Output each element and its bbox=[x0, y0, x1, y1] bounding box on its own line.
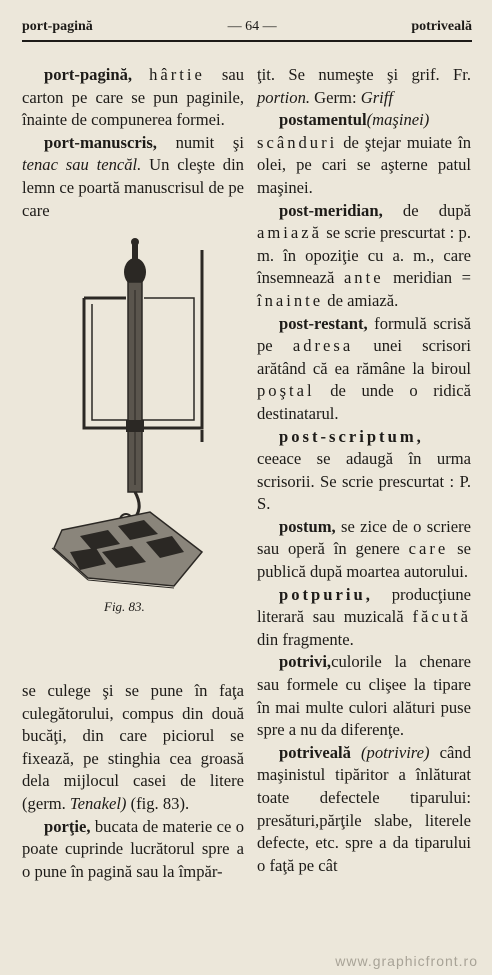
entry-post-scriptum bbox=[257, 426, 471, 516]
entry-continuation bbox=[257, 64, 471, 109]
page-number: — 64 — bbox=[227, 19, 277, 34]
entry-text: se scrie prescurtat : p. m. în opoziţie cu a. m., care însemnează bbox=[257, 223, 471, 288]
spaced-word: ante bbox=[343, 268, 384, 288]
right-column bbox=[257, 64, 471, 877]
left-column bbox=[22, 64, 244, 625]
entry-text: unei scrisori arătând că ea rămâne la biroul bbox=[257, 336, 472, 378]
entry-text: ceeace se adaugă în urma scrisorii. Se scrie prescurtat : P. S. bbox=[257, 449, 471, 514]
entry-text: din fragmente. bbox=[257, 629, 354, 649]
entry-text: meridian = bbox=[383, 268, 471, 288]
italic-term: Tenakel) bbox=[69, 793, 127, 813]
entry-text: când maşinistul tipăritor a înlăturat toate defectele tiparului: presături,părţile slabe, literele defecte, etc. spre a da tiparului o faţă pe cât bbox=[257, 742, 471, 875]
headword: potpuriu, bbox=[279, 584, 373, 604]
left-column-bottom bbox=[22, 680, 244, 883]
spaced-word: poştal bbox=[257, 381, 315, 401]
entry-post-meridian bbox=[257, 200, 471, 313]
entry-potpuriu bbox=[257, 584, 471, 652]
entry-portie bbox=[22, 816, 244, 884]
headword: post-restant, bbox=[279, 313, 368, 333]
entry-port-pagina bbox=[22, 64, 244, 132]
entry-text: se publică după moartea autorului. bbox=[257, 539, 471, 582]
figure-83 bbox=[22, 230, 244, 625]
entry-text bbox=[132, 65, 149, 84]
spaced-word: hârtie bbox=[149, 65, 205, 84]
entry-port-manuscris bbox=[22, 132, 244, 222]
entry-post-restant bbox=[257, 313, 471, 426]
page-header bbox=[22, 14, 472, 42]
entry-text: de unde o ridică destinatarul. bbox=[257, 381, 471, 423]
entry-text: se zice de o scriere sau operă în genere bbox=[257, 516, 471, 559]
entry-postamentul bbox=[257, 109, 471, 199]
headword: postamentul bbox=[279, 110, 367, 130]
tenakel-illustration bbox=[22, 230, 244, 625]
headword: post-scriptum, bbox=[279, 426, 424, 446]
entry-text: ţit. Se numeşte şi grif. Fr. bbox=[257, 65, 471, 84]
entry-potrivi bbox=[257, 651, 471, 741]
italic-term: tenac sau tencăl. bbox=[22, 155, 142, 175]
entry-potriveala bbox=[257, 742, 471, 878]
entry-text: numit şi bbox=[156, 132, 244, 152]
entry-text: formulă scrisă pe bbox=[257, 313, 471, 356]
entry-continuation bbox=[22, 680, 244, 816]
entry-text: sau carton pe care se pun paginile, înainte de compunerea formei. bbox=[22, 65, 244, 130]
italic-term: (potrivire) bbox=[350, 742, 430, 762]
watermark: www.graphicfront.ro bbox=[335, 953, 478, 969]
headword: porţie, bbox=[44, 816, 91, 836]
spaced-word: care bbox=[408, 539, 449, 559]
spaced-word: înainte bbox=[257, 290, 324, 310]
entry-text: de ştejar muiate în olei, pe cari se aşterne patul maşinei. bbox=[257, 132, 471, 197]
italic-term: (maşinei) bbox=[366, 110, 430, 130]
spaced-word: amiază bbox=[257, 223, 322, 243]
headword: post-meridian, bbox=[279, 200, 383, 220]
entry-text: Un cleşte din lemn ce poartă manuscrisul de pe care bbox=[22, 155, 244, 220]
headword: port-manuscris, bbox=[44, 132, 157, 152]
italic-term: Griff bbox=[360, 87, 393, 107]
entry-text: Germ: bbox=[310, 87, 361, 107]
headword: potrivi, bbox=[279, 652, 332, 672]
entry-text: de după bbox=[382, 200, 471, 220]
entry-text: bucata de materie ce o poate cuprinde lucrătorul spre a o pune în pagină sau la împăr- bbox=[22, 816, 244, 881]
figure-caption: Fig. 83. bbox=[104, 599, 145, 615]
headword: port-pagină, bbox=[44, 65, 133, 84]
headword: postum, bbox=[279, 516, 336, 536]
header-right-keyword: potriveală bbox=[411, 19, 472, 34]
entry-text: se culege şi se pune în faţa culegătorului, compus din două bucăţi, din care piciorul se fixează, pe stinghia cea groasă dela mijlocul casei de litere (germ. bbox=[22, 681, 244, 813]
spaced-word: adresa bbox=[292, 336, 354, 356]
entry-postum bbox=[257, 516, 471, 584]
spaced-word: făcută bbox=[412, 607, 471, 627]
italic-term: portion. bbox=[257, 87, 311, 107]
entry-text: producţiune literară sau muzicală bbox=[257, 584, 471, 627]
headword: potriveală bbox=[279, 742, 351, 762]
entry-text: culorile la chenare sau formele cu clişee la tipare în mai multe culori alături puse spre a nu da diferenţe. bbox=[257, 652, 471, 740]
spaced-word: scânduri bbox=[257, 132, 338, 152]
header-left-keyword: port-pagină bbox=[22, 19, 93, 34]
entry-text: (fig. 83). bbox=[126, 793, 190, 813]
entry-text: de amiază. bbox=[323, 290, 399, 310]
